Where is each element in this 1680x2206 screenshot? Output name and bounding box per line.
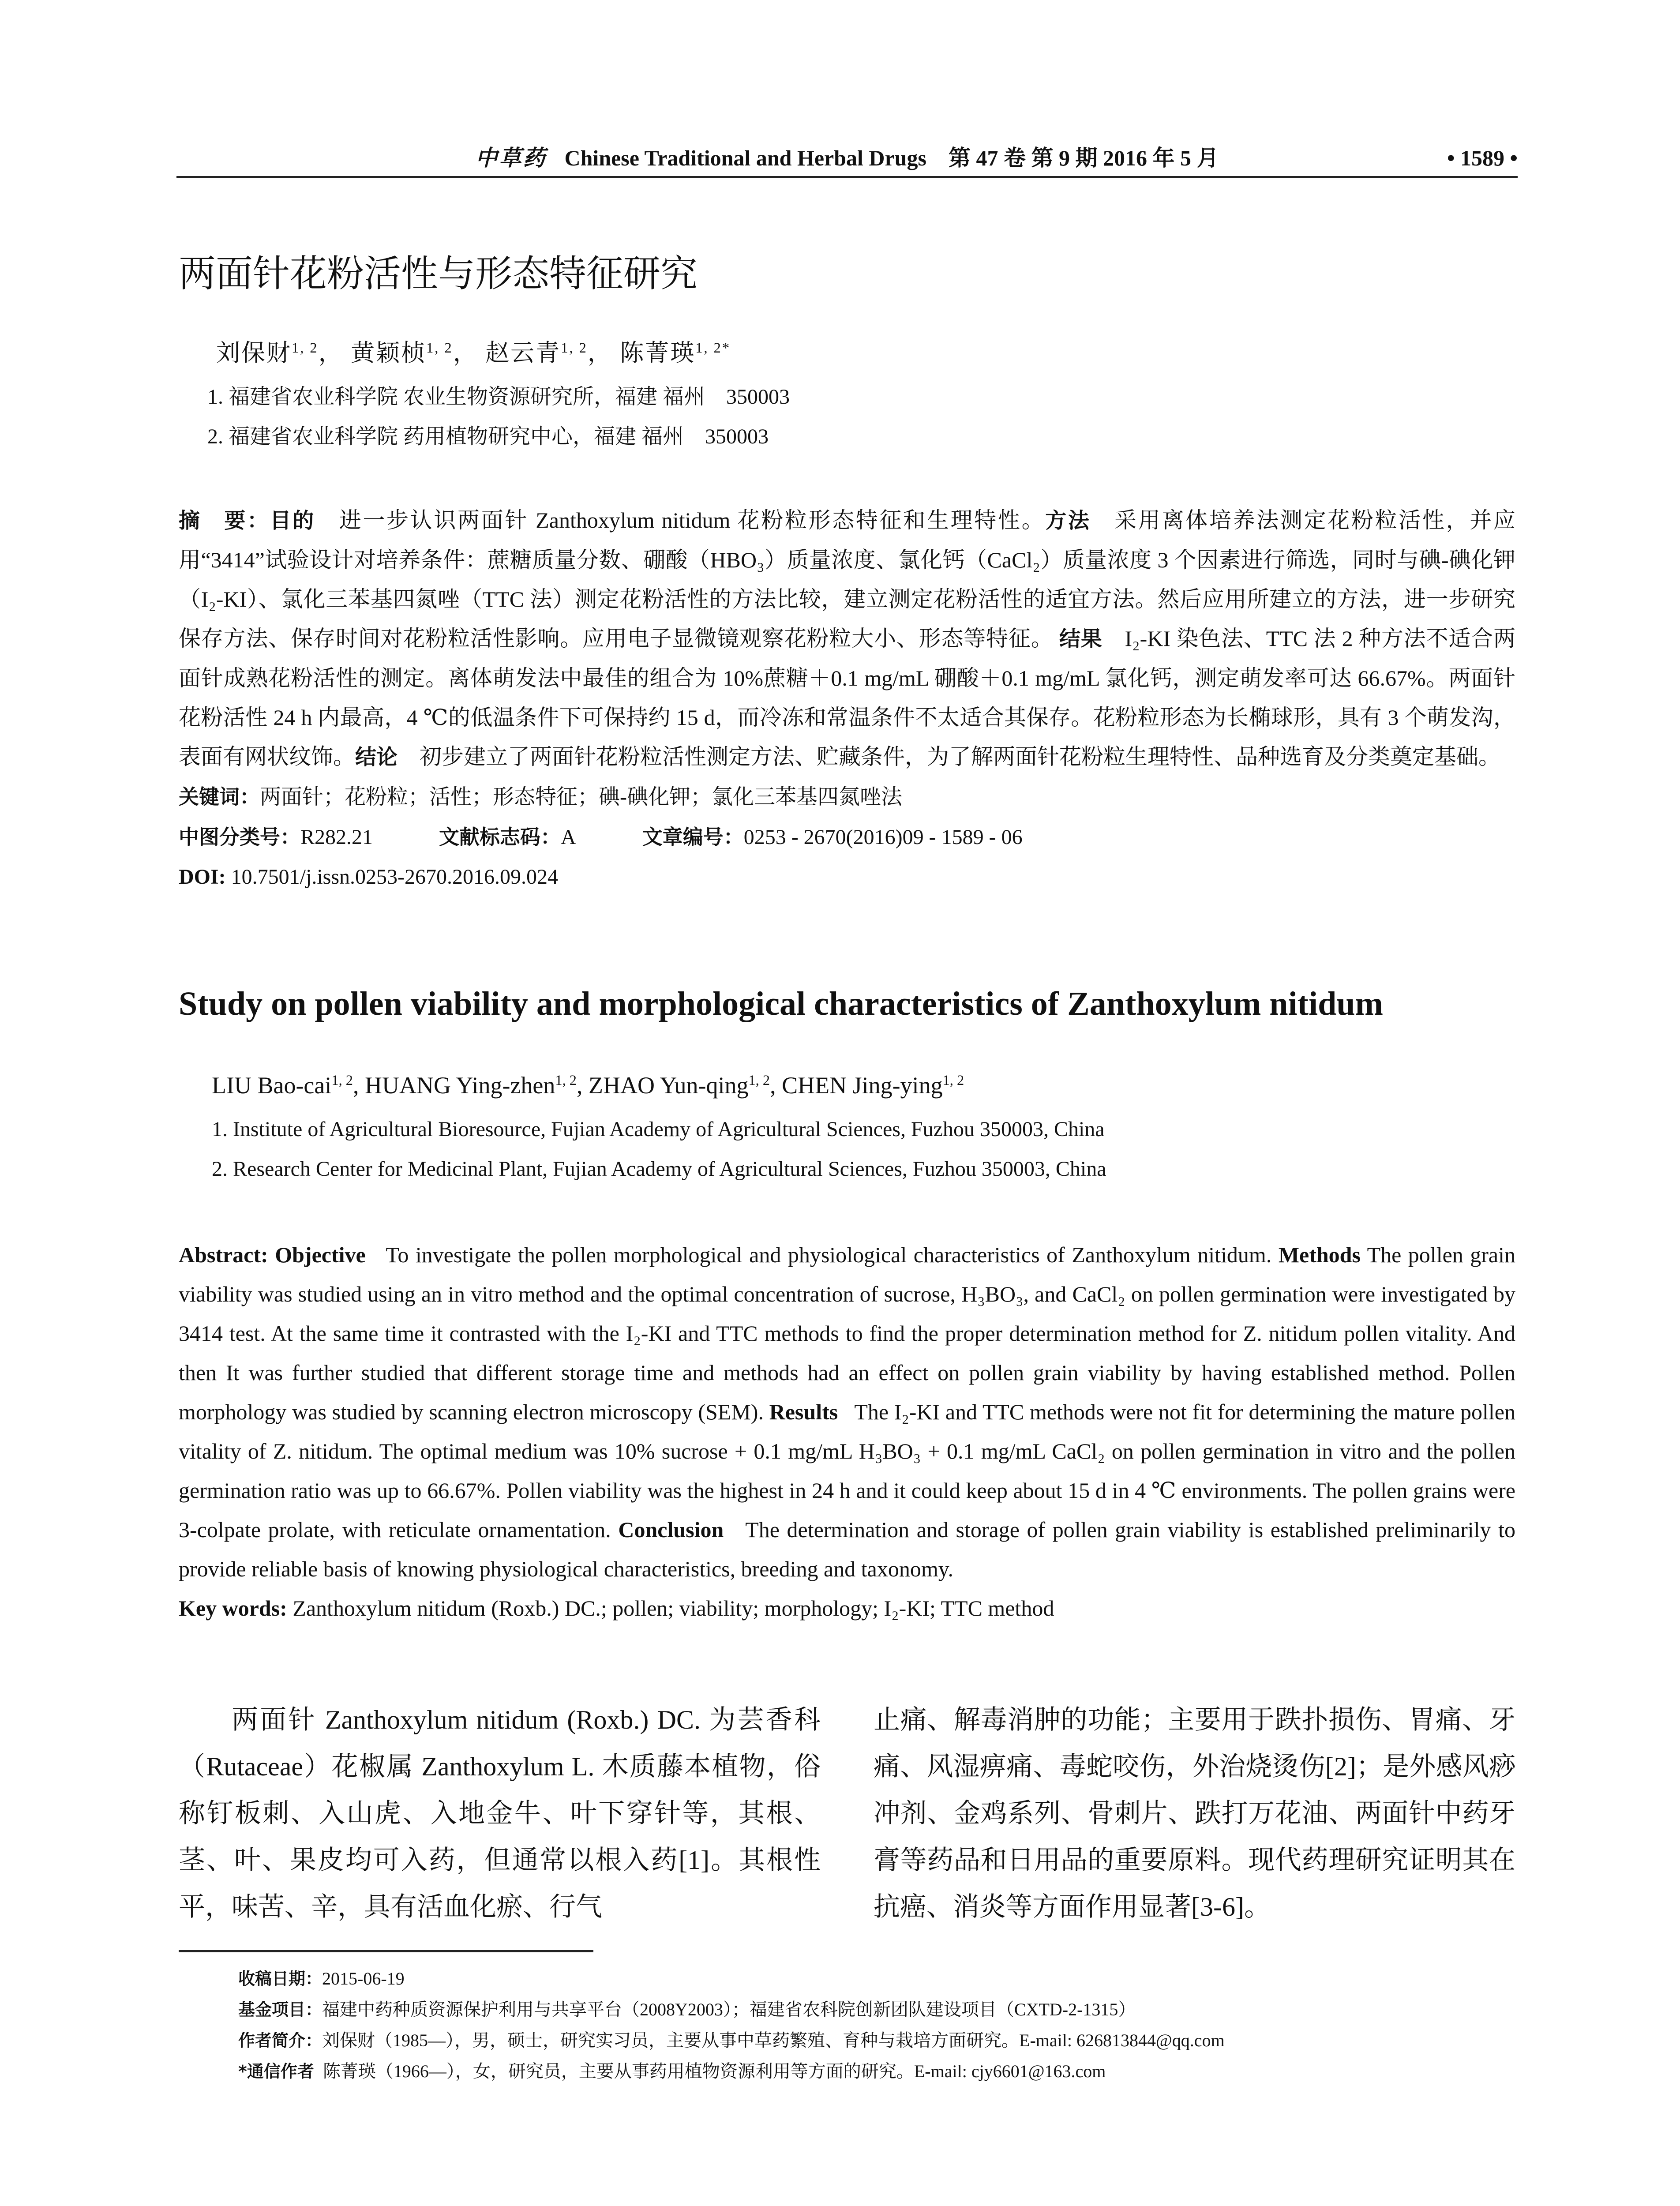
conclusion-label: 结论	[355, 745, 398, 769]
conclusion-label: Conclusion	[618, 1517, 724, 1542]
footnote-text: 刘保财（1985—），男，硕士，研究实习员，主要从事中草药繁殖、育种与栽培方面研究。E-mail: 626813844@qq.com	[322, 2030, 1225, 2050]
author-separator: ,	[770, 1072, 782, 1099]
author-name: 黄颖桢	[351, 340, 427, 366]
cn-classification	[179, 817, 1515, 857]
clc-value: R282.21	[300, 825, 373, 849]
footnote-text: 2015-06-19	[322, 1969, 405, 1988]
author-name: ZHAO Yun-qing	[588, 1072, 749, 1099]
doc-code-value: A	[561, 825, 576, 849]
doi-line	[179, 857, 1515, 897]
footnote-text: 福建中药种质资源保护利用与共享平台（2008Y2003）；福建省农科院创新团队建设项目（CXTD-2-1315）	[322, 2000, 1136, 2019]
footnote-rule	[179, 1950, 593, 1952]
results-text: I₂-KI 染色法、TTC 法 2 种方法不适合两面针成熟花粉活性的测定。离体萌发法中最佳的组合为 10%蔗糖＋0.1 mg/mL 硼酸＋0.1 mg/mL 氯化钙，测定萌发率可达 66.67%。两面针花粉活性 24 h 内最高，4 ℃的低温条件下可保持约 15 d，而冷冻和常温条件不太适合其保存。花粉粒形态为长椭球形，具有 3 个萌发沟，表面有网状纹饰。	[179, 626, 1516, 769]
body-paragraph: 两面针 Zanthoxylum nitidum (Roxb.) DC. 为芸香科（Rutaceae）花椒属 Zanthoxylum L. 木质藤本植物，俗称钉板刺、入山虎、入地金牛、叶下穿针等，其根、茎、叶、果皮均可入药，但通常以根入药[1]。其根性平，味苦、辛，具有活血化瘀、行气	[179, 1705, 821, 1921]
en-authors	[212, 1068, 964, 1103]
journal-info	[176, 140, 1518, 176]
conclusion-text: The determination and storage of pollen grain viability is established preliminarily to provide reliable basis of knowing physiological characteristics, breeding and taxonomy.	[179, 1517, 1515, 1581]
doi-label: DOI:	[179, 865, 226, 889]
author-affiliation: 1, 2*	[695, 340, 731, 356]
author-affiliation: 1, 2	[555, 1073, 577, 1088]
en-affiliation-1: 1. Institute of Agricultural Bioresource, Fujian Academy of Agricultural Sciences, Fuzhou 350003, China	[212, 1118, 1105, 1141]
running-header	[176, 140, 1518, 178]
cn-affiliation-1: 1. 福建省农业科学院 农业生物资源研究所，福建 福州 350003	[207, 385, 790, 409]
author-separator: ,	[576, 1072, 589, 1099]
author-affiliation: 1, 2	[561, 340, 588, 356]
author-separator: ，	[587, 340, 613, 366]
abstract-label: 摘 要：	[179, 508, 270, 533]
footnote-corresponding	[238, 2056, 1518, 2087]
cn-abstract	[179, 501, 1515, 897]
en-abstract	[179, 1235, 1515, 1628]
author-separator: ,	[352, 1072, 365, 1099]
footnote-text: 陈菁瑛（1966—），女，研究员，主要从事药用植物资源利用等方面的研究。E-mail: cjy6601@163.com	[322, 2061, 1106, 2081]
footnotes	[238, 1963, 1518, 2087]
methods-label: 方法	[1045, 508, 1091, 533]
keywords-label: Key words:	[179, 1596, 287, 1621]
en-abstract-body	[179, 1235, 1515, 1589]
author-name: HUANG Ying-zhen	[364, 1072, 555, 1099]
objective-label: Objective	[275, 1242, 366, 1267]
author-separator: ，	[453, 340, 478, 366]
author-separator: ，	[318, 340, 344, 366]
footnote-funding	[238, 1994, 1518, 2025]
author-affiliation: 1, 2	[942, 1073, 964, 1088]
author-name: LIU Bao-cai	[212, 1072, 332, 1099]
footnote-label: *通信作者	[238, 2062, 314, 2081]
clc-label: 中图分类号：	[179, 825, 300, 849]
journal-logo: 中草药	[475, 146, 547, 170]
keywords-label: 关键词：	[179, 785, 260, 809]
cn-keywords	[179, 777, 1515, 817]
doi-value: 10.7501/j.issn.0253-2670.2016.09.024	[231, 865, 559, 889]
cn-abstract-body	[179, 501, 1515, 777]
author-affiliation: 1, 2	[748, 1073, 770, 1088]
author-affiliation: 1, 2	[292, 340, 319, 356]
cn-authors	[216, 335, 731, 371]
results-text: The I₂-KI and TTC methods were not fit for determining the mature pollen vitality of Z. nitidum. The optimal medium was 10% sucrose + 0.1 mg/mL H₃BO₃ + 0.1 mg/mL CaCl₂ on pollen germination in vitro and the pollen germination ratio was up to 66.67%. Pollen viability was the highest in 24 h and it could keep about 15 d in 4 ℃ environments. The pollen grains were 3-colpate prolate, with reticulate ornamentation.	[179, 1399, 1515, 1542]
footnote-author-bio	[238, 2025, 1518, 2056]
doc-code-label: 文献标志码：	[439, 825, 561, 849]
body-column-right	[874, 1696, 1515, 1930]
methods-text: 采用离体培养法测定花粉粒活性，并应用“3414”试验设计对培养条件：蔗糖质量分数、硼酸（HBO₃）质量浓度、氯化钙（CaCl₂）质量浓度 3 个因素进行筛选，同时与碘-碘化钾（I₂-KI）、氯化三苯基四氮唑（TTC 法）测定花粉活性的方法比较，建立测定花粉活性的适宜方法。然后应用所建立的方法，进一步研究保存方法、保存时间对花粉粒活性影响。应用电子显微镜观察花粉粒大小、形态等特征。	[179, 508, 1515, 651]
footnote-label: 作者简介：	[238, 2031, 322, 2050]
keywords-text: 两面针；花粉粒；活性；形态特征；碘-碘化钾；氯化三苯基四氮唑法	[260, 785, 902, 809]
keywords-text: Zanthoxylum nitidum (Roxb.) DC.; pollen; viability; morphology; I₂-KI; TTC method	[292, 1596, 1054, 1621]
cn-affiliation-2: 2. 福建省农业科学院 药用植物研究中心，福建 福州 350003	[207, 425, 769, 448]
objective-label: 目的	[270, 508, 316, 533]
en-affiliation-2: 2. Research Center for Medicinal Plant, Fujian Academy of Agricultural Sciences, Fuzhou 350003, China	[212, 1157, 1106, 1181]
author-affiliation: 1, 2	[426, 340, 453, 356]
author-name: 赵云青	[485, 340, 561, 366]
article-no-label: 文章编号：	[642, 825, 744, 849]
author-name: CHEN Jing-ying	[782, 1072, 943, 1099]
body-column-left	[179, 1696, 821, 1930]
footnote-label: 收稿日期：	[238, 1969, 322, 1988]
header-rule	[176, 176, 1518, 178]
cn-title: 两面针花粉活性与形态特征研究	[179, 252, 698, 295]
methods-text: The pollen grain viability was studied using an in vitro method and the optimal concentration of sucrose, H₃BO₃, and CaCl₂ on pollen germination were investigated by 3414 test. At the same time it contrasted with the I₂-KI and TTC methods to find the proper determination method for Z. nitidum pollen vitality. And then It was further studied that different storage time and methods had an effect on pollen grain viability by having established method. Pollen morphology was studied by scanning electron microscopy (SEM).	[179, 1242, 1516, 1424]
methods-label: Methods	[1278, 1242, 1361, 1267]
results-label: 结果	[1059, 627, 1102, 651]
objective-text: To investigate the pollen morphological and physiological characteristics of Zanthoxylum nitidum.	[386, 1242, 1272, 1267]
footnote-received	[238, 1963, 1518, 1994]
abstract-label: Abstract:	[179, 1242, 268, 1267]
page-number: • 1589 •	[1447, 146, 1518, 170]
en-keywords	[179, 1589, 1515, 1628]
article-no-value: 0253 - 2670(2016)09 - 1589 - 06	[743, 825, 1023, 849]
body-paragraph: 止痛、解毒消肿的功能；主要用于跌扑损伤、胃痛、牙痛、风湿痹痛、毒蛇咬伤，外治烧烫伤[2]；是外感风痧冲剂、金鸡系列、骨刺片、跌打万花油、两面针中药牙膏等药品和日用品的重要原料。现代药理研究证明其在抗癌、消炎等方面作用显著[3-6]。	[874, 1705, 1515, 1921]
author-affiliation: 1, 2	[331, 1073, 353, 1088]
results-label: Results	[769, 1399, 838, 1424]
objective-text: 进一步认识两面针 Zanthoxylum nitidum 花粉粒形态特征和生理特性。	[339, 508, 1046, 533]
author-name: 刘保财	[216, 340, 292, 366]
footnote-label: 基金项目：	[238, 2000, 322, 2019]
conclusion-text: 初步建立了两面针花粉粒活性测定方法、贮藏条件，为了解两面针花粉粒生理特性、品种选育及分类奠定基础。	[420, 744, 1501, 769]
en-title: Study on pollen viability and morphological characteristics of Zanthoxylum nitidum	[179, 985, 1383, 1022]
journal-info-text: Chinese Traditional and Herbal Drugs 第 47 卷 第 9 期 2016 年 5 月	[564, 146, 1219, 170]
author-name: 陈菁瑛	[620, 340, 696, 366]
